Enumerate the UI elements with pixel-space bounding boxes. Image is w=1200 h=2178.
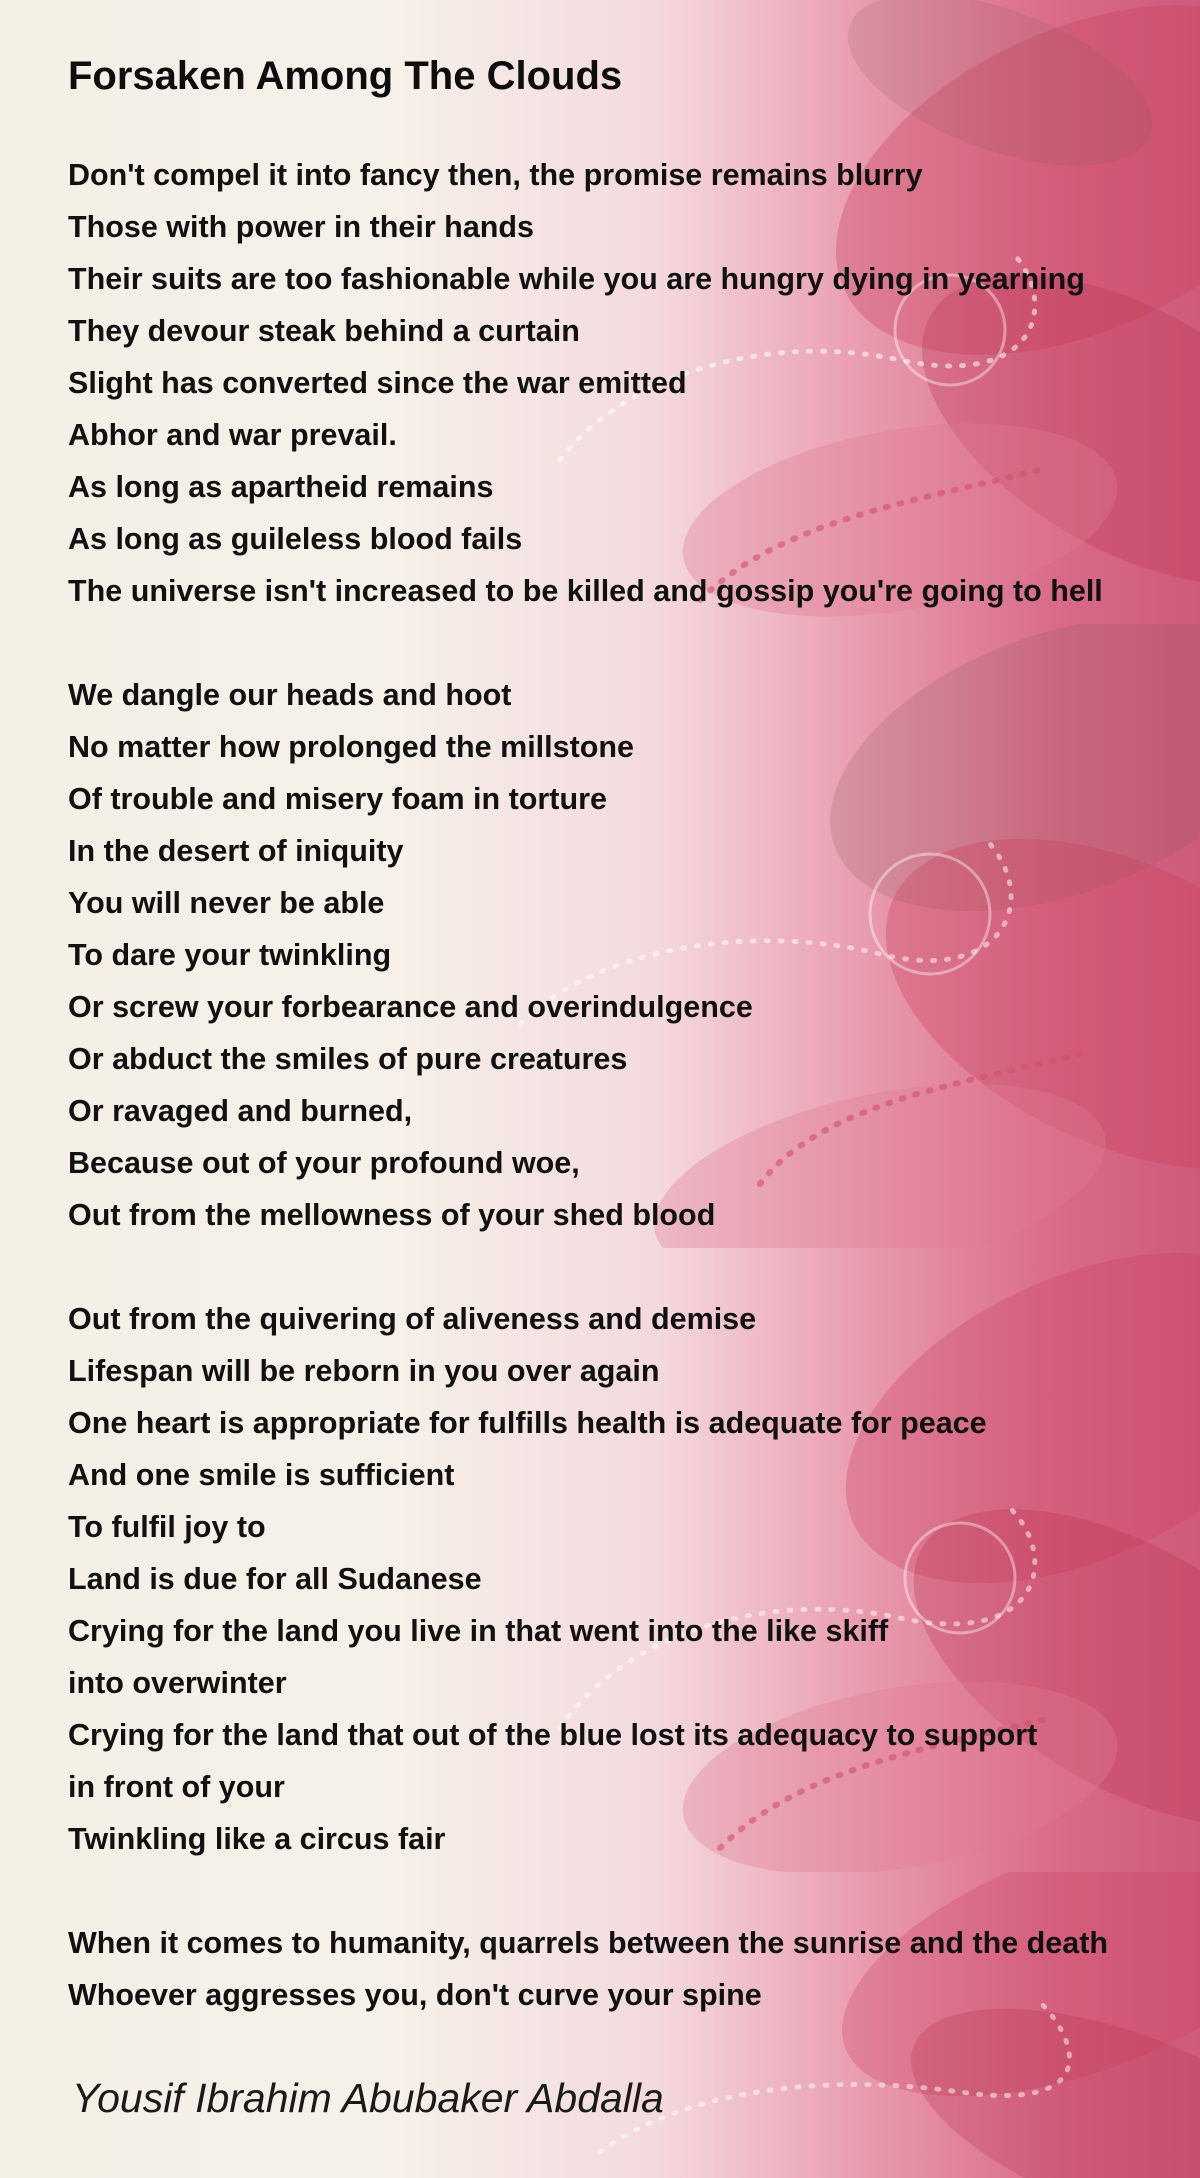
poem-line: Or screw your forbearance and overindulgence: [68, 990, 753, 1024]
poem-author: Yousif Ibrahim Abubaker Abdalla: [72, 2075, 664, 2121]
poem-line: The universe isn't increased to be killed and gossip you're going to hell: [68, 574, 1103, 608]
poem-line: Because out of your profound woe,: [68, 1146, 580, 1180]
poem-line: Or abduct the smiles of pure creatures: [68, 1042, 628, 1076]
poem-line: Of trouble and misery foam in torture: [68, 782, 607, 816]
poem-line: And one smile is sufficient: [68, 1458, 455, 1492]
stanza-2: [68, 669, 753, 1241]
poem-line: Crying for the land that out of the blue lost its adequacy to support: [68, 1718, 1038, 1752]
poem-line: As long as guileless blood fails: [68, 522, 523, 556]
poem-line: Slight has converted since the war emitted: [68, 366, 687, 400]
poem-line: in front of your: [68, 1770, 285, 1804]
poem-line: Don't compel it into fancy then, the promise remains blurry: [68, 158, 923, 192]
poem-line: They devour steak behind a curtain: [68, 314, 580, 348]
poem-line: To dare your twinkling: [68, 938, 392, 972]
poem-line: One heart is appropriate for fulfills health is adequate for peace: [68, 1406, 987, 1440]
poem-line: Their suits are too fashionable while you are hungry dying in yearning: [68, 262, 1085, 296]
poem-line: into overwinter: [68, 1666, 287, 1700]
poem-line: Abhor and war prevail.: [68, 418, 397, 452]
poem-line: Out from the mellowness of your shed blood: [68, 1198, 716, 1232]
poem-line: Those with power in their hands: [68, 210, 535, 244]
poem-line: Out from the quivering of aliveness and demise: [68, 1302, 757, 1336]
poem-line: Or ravaged and burned,: [68, 1094, 413, 1128]
poem-line: Land is due for all Sudanese: [68, 1562, 482, 1596]
stanza-1: [68, 149, 1103, 617]
poem-line: No matter how prolonged the millstone: [68, 730, 634, 764]
poem-line: Crying for the land you live in that went into the like skiff: [68, 1614, 889, 1648]
stanza-3: [68, 1293, 1037, 1865]
stanza-4: [68, 1917, 1108, 2021]
poem-line: Lifespan will be reborn in you over again: [68, 1354, 660, 1388]
poem-line: In the desert of iniquity: [68, 834, 404, 868]
poem-line: As long as apartheid remains: [68, 470, 494, 504]
poem-line: Whoever aggresses you, don't curve your spine: [68, 1978, 762, 2012]
poem-line: To fulfil joy to: [68, 1510, 266, 1544]
poem-title: Forsaken Among The Clouds: [68, 54, 623, 98]
poem-line: When it comes to humanity, quarrels between the sunrise and the death: [68, 1926, 1109, 1960]
poem-line: You will never be able: [68, 886, 385, 920]
poem-line: Twinkling like a circus fair: [68, 1822, 446, 1856]
poem-line: We dangle our heads and hoot: [68, 678, 512, 712]
